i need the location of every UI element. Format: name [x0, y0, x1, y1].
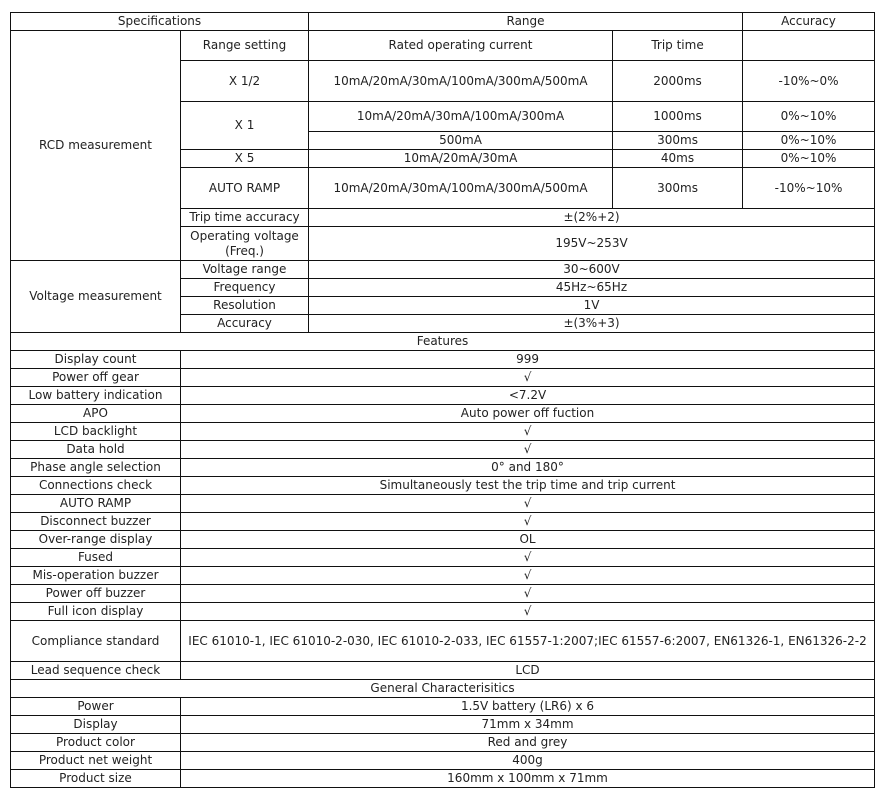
feature-name: Fused	[11, 549, 181, 567]
rated-current-cell: 500mA	[309, 132, 613, 150]
accuracy-cell: -10%~0%	[743, 61, 875, 102]
feature-name: Lead sequence check	[11, 662, 181, 680]
table-row	[11, 495, 875, 513]
trip-time-cell: 300ms	[613, 132, 743, 150]
voltage-param-value: ±(3%+3)	[309, 315, 875, 333]
table-row	[11, 716, 875, 734]
general-name: Display	[11, 716, 181, 734]
compliance-value: IEC 61010-1, IEC 61010-2-030, IEC 61010-2-033, IEC 61557-1:2007;IEC 61557-6:2007, EN61326-1, EN61326-2-2	[181, 621, 875, 662]
range-setting-header: Range setting	[181, 31, 309, 61]
feature-name: Phase angle selection	[11, 459, 181, 477]
trip-time-accuracy-value: ±(2%+2)	[309, 209, 875, 227]
table-row	[11, 477, 875, 495]
rated-current-header: Rated operating current	[309, 31, 613, 61]
accuracy-cell: 0%~10%	[743, 102, 875, 132]
feature-value: LCD	[181, 662, 875, 680]
operating-voltage-label: Operating voltage (Freq.)	[181, 227, 309, 261]
compliance-row	[11, 621, 875, 662]
trip-time-cell: 300ms	[613, 168, 743, 209]
range-setting-cell: AUTO RAMP	[181, 168, 309, 209]
table-row	[11, 567, 875, 585]
table-row	[11, 770, 875, 788]
feature-value: √	[181, 603, 875, 621]
voltage-param-name: Frequency	[181, 279, 309, 297]
accuracy-empty-cell	[743, 31, 875, 61]
table-row	[11, 585, 875, 603]
table-row	[11, 603, 875, 621]
rcd-measurement-label: RCD measurement	[11, 31, 181, 261]
general-value: Red and grey	[181, 734, 875, 752]
operating-voltage-value: 195V~253V	[309, 227, 875, 261]
table-row	[11, 441, 875, 459]
feature-name: Over-range display	[11, 531, 181, 549]
feature-name: Full icon display	[11, 603, 181, 621]
header-specifications: Specifications	[11, 13, 309, 31]
trip-time-accuracy-label: Trip time accuracy	[181, 209, 309, 227]
feature-value: √	[181, 495, 875, 513]
voltage-param-value: 1V	[309, 297, 875, 315]
accuracy-cell: -10%~10%	[743, 168, 875, 209]
general-section-row	[11, 680, 875, 698]
feature-name: Disconnect buzzer	[11, 513, 181, 531]
trip-time-header: Trip time	[613, 31, 743, 61]
trip-time-cell: 1000ms	[613, 102, 743, 132]
rcd-subheader-row	[11, 31, 875, 61]
features-title: Features	[11, 333, 875, 351]
voltage-param-name: Resolution	[181, 297, 309, 315]
feature-name: Data hold	[11, 441, 181, 459]
general-name: Power	[11, 698, 181, 716]
table-row	[11, 734, 875, 752]
table-row	[11, 351, 875, 369]
feature-value: √	[181, 567, 875, 585]
trip-time-cell: 2000ms	[613, 61, 743, 102]
rated-current-cell: 10mA/20mA/30mA	[309, 150, 613, 168]
table-row	[11, 752, 875, 770]
feature-name: Power off gear	[11, 369, 181, 387]
feature-value: √	[181, 423, 875, 441]
feature-value: 0° and 180°	[181, 459, 875, 477]
feature-value: OL	[181, 531, 875, 549]
range-setting-cell: X 5	[181, 150, 309, 168]
feature-name: Low battery indication	[11, 387, 181, 405]
voltage-param-name: Accuracy	[181, 315, 309, 333]
general-name: Product net weight	[11, 752, 181, 770]
feature-name: Connections check	[11, 477, 181, 495]
feature-value: Simultaneously test the trip time and trip current	[181, 477, 875, 495]
compliance-label: Compliance standard	[11, 621, 181, 662]
feature-name: Mis-operation buzzer	[11, 567, 181, 585]
table-row	[11, 423, 875, 441]
table-row	[11, 405, 875, 423]
voltage-measurement-label: Voltage measurement	[11, 261, 181, 333]
rated-current-cell: 10mA/20mA/30mA/100mA/300mA/500mA	[309, 61, 613, 102]
table-row	[11, 549, 875, 567]
header-accuracy: Accuracy	[743, 13, 875, 31]
table-row	[11, 662, 875, 680]
voltage-param-value: 45Hz~65Hz	[309, 279, 875, 297]
range-setting-cell: X 1	[181, 102, 309, 150]
accuracy-cell: 0%~10%	[743, 132, 875, 150]
feature-value: Auto power off fuction	[181, 405, 875, 423]
rated-current-cell: 10mA/20mA/30mA/100mA/300mA	[309, 102, 613, 132]
table-row	[11, 459, 875, 477]
feature-value: √	[181, 441, 875, 459]
voltage-param-name: Voltage range	[181, 261, 309, 279]
table-row	[11, 369, 875, 387]
table-row	[11, 698, 875, 716]
specifications-table	[10, 12, 875, 788]
range-setting-cell: X 1/2	[181, 61, 309, 102]
trip-time-cell: 40ms	[613, 150, 743, 168]
table-row	[11, 261, 875, 279]
general-title: General Characterisitics	[11, 680, 875, 698]
general-value: 160mm x 100mm x 71mm	[181, 770, 875, 788]
feature-value: √	[181, 585, 875, 603]
table-row	[11, 513, 875, 531]
header-range: Range	[309, 13, 743, 31]
general-name: Product color	[11, 734, 181, 752]
feature-name: AUTO RAMP	[11, 495, 181, 513]
header-row	[11, 13, 875, 31]
feature-value: √	[181, 513, 875, 531]
general-value: 1.5V battery (LR6) x 6	[181, 698, 875, 716]
voltage-param-value: 30~600V	[309, 261, 875, 279]
feature-name: Power off buzzer	[11, 585, 181, 603]
general-name: Product size	[11, 770, 181, 788]
table-row	[11, 387, 875, 405]
rated-current-cell: 10mA/20mA/30mA/100mA/300mA/500mA	[309, 168, 613, 209]
feature-name: APO	[11, 405, 181, 423]
feature-value: 999	[181, 351, 875, 369]
accuracy-cell: 0%~10%	[743, 150, 875, 168]
feature-value: √	[181, 549, 875, 567]
table-row	[11, 531, 875, 549]
general-value: 71mm x 34mm	[181, 716, 875, 734]
feature-name: LCD backlight	[11, 423, 181, 441]
feature-value: <7.2V	[181, 387, 875, 405]
feature-value: √	[181, 369, 875, 387]
general-value: 400g	[181, 752, 875, 770]
features-section-row	[11, 333, 875, 351]
feature-name: Display count	[11, 351, 181, 369]
